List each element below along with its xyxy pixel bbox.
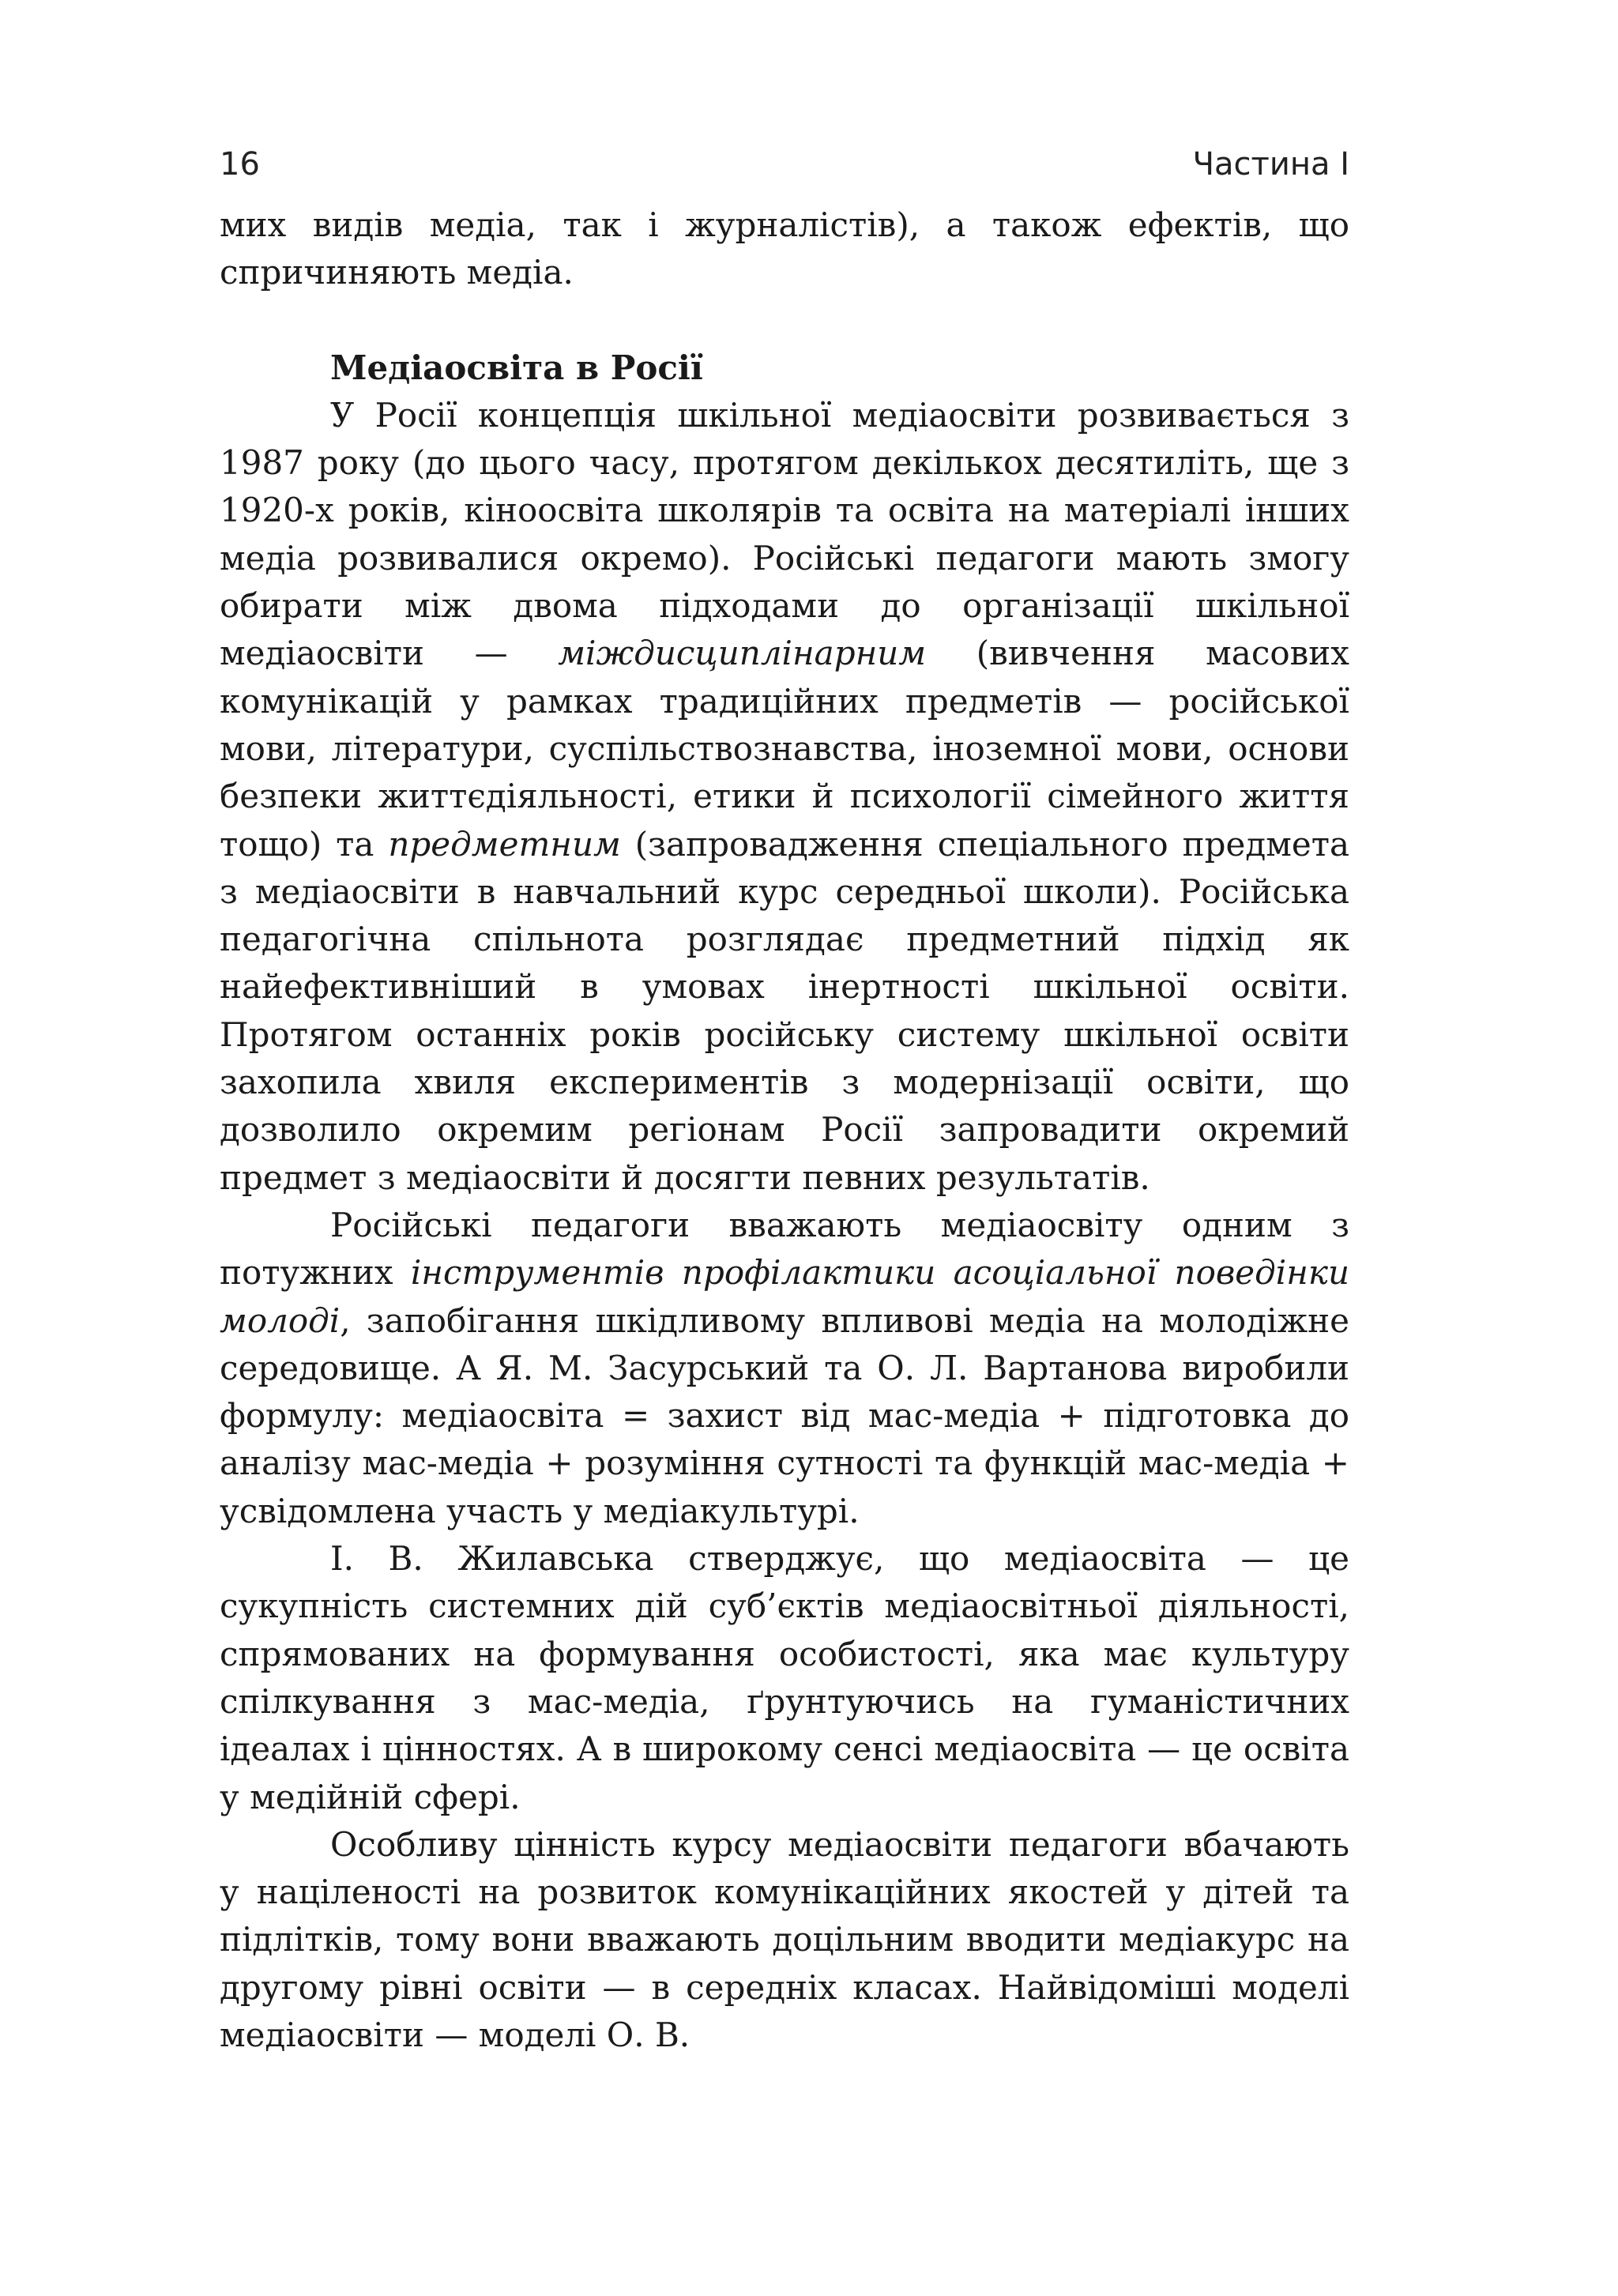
running-head xyxy=(220,138,1349,201)
page-number: 16 xyxy=(220,146,260,183)
paragraph-2-text-b: , запобігання шкідливому впливові медіа на молодіжне середовище. А Я. М. Засурський та О. Л. Вартанова виробили формулу: медіаосвіта = захист від мас-медіа + підготовка до аналізу мас-медіа + розуміння сутності та функцій мас-медіа + усвідомлена участь у медіакультурі. xyxy=(220,1300,1349,1530)
paragraph-2-text-a: Російські педагоги вважають медіаосвіту одним з потужних xyxy=(220,1205,1349,1293)
paragraph-1-emphasis-2: предметним xyxy=(388,824,621,864)
section-gap xyxy=(220,297,1349,344)
paragraph-2 xyxy=(220,1202,1349,1535)
book-page xyxy=(220,138,1349,2059)
paragraph-3: І. В. Жилавська стверджує, що медіаосвіта — це сукупність системних дій суб’єктів медіаосвітньої діяльності, спрямованих на формування особистості, яка має культуру спілкування з мас-медіа, ґрунтуючись на гуманістичних ідеалах і цінностях. А в широкому сенсі медіаосвіта — це освіта у медійній сфері. xyxy=(220,1539,1349,1816)
paragraph-1-text-c: (запровадження спеціального предмета з медіаосвіти в навчальний курс середньої школи). Російська педагогічна спільнота розглядає предметний підхід як найефективніший в умовах інертності шкільної освіти. Протягом останніх років російську систему шкільної освіти захопила хвиля експериментів з модернізації освіти, що дозволило окремим регіонам Росії запровадити окремий предмет з медіаосвіти й досягти певних результатів. xyxy=(220,824,1349,1197)
chapter-title: Частина І xyxy=(1192,146,1349,183)
paragraph-4: Особливу цінність курсу медіаосвіти педагоги вбачають у націленості на розвиток комунікаційних якостей у дітей та підлітків, тому вони вважають доцільним вводити медіакурс на другому рівні освіти — в середніх класах. Найвідоміші моделі медіаосвіти — моделі О. В. xyxy=(220,1824,1349,2054)
section-heading: Медіаосвіта в Росії xyxy=(330,348,703,387)
paragraph-1-text-a: У Росії концепція шкільної медіаосвіти розвивається з 1987 року (до цього часу, протягом декількох десятиліть, ще з 1920-х років, кіноосвіта школярів та освіта на матеріалі інших медіа розвивалися окремо). Російські педагоги мають змогу обирати між двома підходами до організації шкільної медіаосвіти — xyxy=(220,395,1349,673)
continued-paragraph: мих видів медіа, так і журналістів), а також ефектів, що спричиняють медіа. xyxy=(220,205,1349,292)
body-text xyxy=(220,201,1349,2059)
paragraph-2-emphasis: інструментів профілактики асоціальної поведінки молоді xyxy=(220,1253,1349,1340)
paragraph-1-text-b: (вивчення масових комунікацій у рамках традиційних предметів — російської мови, літератури, суспільствознавства, іноземної мови, основи безпеки життєдіяльності, етики й психології сімейного життя тощо) та xyxy=(220,634,1349,864)
paragraph-1 xyxy=(220,392,1349,1202)
paragraph-1-emphasis-1: міждисциплінарним xyxy=(558,634,927,673)
